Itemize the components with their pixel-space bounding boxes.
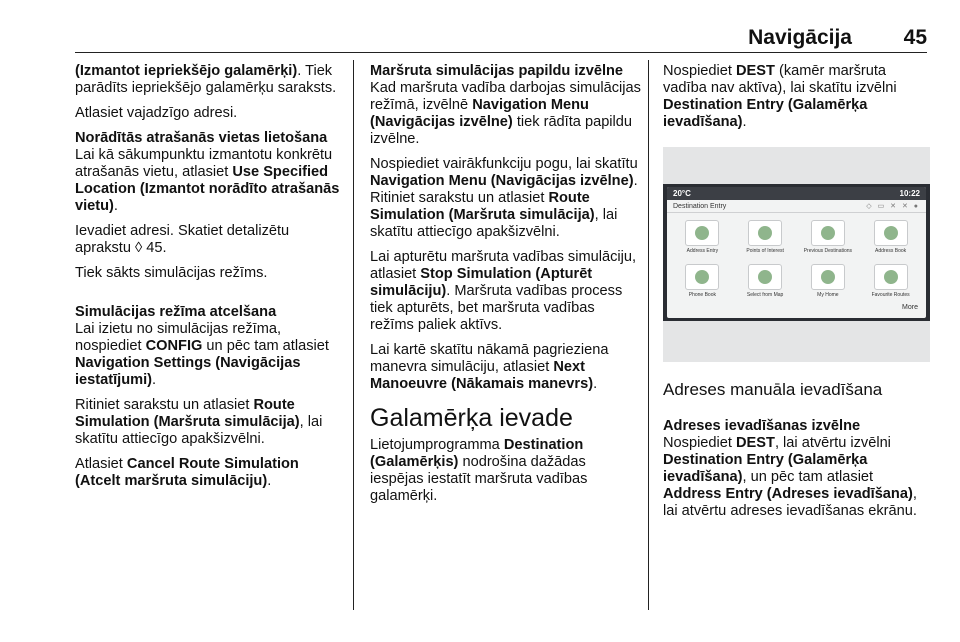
paragraph — [663, 63, 933, 131]
paragraph — [75, 63, 347, 97]
paragraph — [370, 80, 642, 148]
page-header — [75, 10, 927, 50]
screen-illustration — [663, 147, 930, 362]
page-number: 45 — [903, 26, 927, 49]
text: . — [593, 376, 598, 392]
text: Atlasiet — [75, 456, 127, 472]
text: , lai atvērtu adreses ievadīšanas ekrānu. — [663, 486, 917, 519]
tile-select-from-map[interactable] — [738, 262, 793, 302]
tile-label: Select from Map — [746, 292, 784, 298]
section-heading: Galamērķa ievade — [370, 404, 573, 432]
paragraph: Ievadiet adresi. Skatiet detalizētu aprakstu ◊ 45. — [75, 223, 290, 256]
text: Lietojumprogramma — [370, 437, 504, 453]
bold-term: Address Entry (Adreses ievadīšana) — [663, 486, 913, 502]
subheading-text: Simulācijas režīma atcelšana — [75, 304, 277, 320]
text: , lai skatītu attiecīgo apakšizvēlni. — [75, 414, 323, 447]
screen-title: Destination Entry — [673, 203, 727, 210]
bold-term: Route Simulation (Maršruta simulācija) — [370, 190, 595, 223]
paragraph — [370, 156, 642, 241]
column-left — [75, 63, 347, 498]
text: , un pēc tam atlasiet — [742, 469, 874, 485]
text: Lai apturētu maršruta vadības simulāciju, atlasiet — [370, 249, 637, 282]
paragraph: Atlasiet vajadzīgo adresi. — [75, 105, 238, 121]
address-entry-icon — [685, 220, 719, 246]
text: Lai izietu no simulācijas režīma, nospiediet — [75, 321, 282, 354]
tile-phone-book[interactable] — [675, 262, 730, 302]
tile-my-home[interactable] — [801, 262, 856, 302]
tile-favourite-routes[interactable] — [863, 262, 918, 302]
paragraph — [75, 456, 347, 490]
text: Nospiediet — [663, 435, 737, 451]
bold-term: Navigation Menu (Navigācijas izvēlne) — [370, 173, 634, 189]
text: Lai kartē skatītu nākamā pagrieziena manevra simulāciju, atlasiet — [370, 342, 609, 375]
text: Nospiediet vairākfunkciju pogu, lai skatītu — [370, 156, 638, 172]
tile-label: Address Book — [875, 248, 907, 254]
display-screen — [667, 187, 926, 318]
subheading-text: Adreses ievadīšanas izvēlne — [663, 418, 861, 434]
bold-term: Use Specified Location (Izmantot norādīto atrašanās vietu) — [75, 164, 340, 214]
bold-term: Next Manoeuvre (Nākamais manevrs) — [370, 359, 594, 392]
tile-label: My Home — [817, 292, 839, 298]
text: , lai skatītu attiecīgo apakšizvēlni. — [370, 207, 618, 240]
text: Nospiediet — [663, 63, 737, 79]
previous-destinations-icon — [811, 220, 845, 246]
subheading — [663, 418, 933, 435]
status-bar — [667, 187, 926, 200]
bold-term: (Izmantot iepriekšējo galamērķi) — [75, 63, 298, 79]
paragraph — [75, 321, 347, 389]
text: (kamēr maršruta vadība nav aktīva), lai skatītu izvēlni — [663, 63, 897, 96]
points-of-interest-icon — [748, 220, 782, 246]
paragraph — [370, 437, 642, 505]
paragraph — [370, 249, 642, 334]
paragraph — [75, 397, 347, 448]
favourite-routes-icon — [874, 264, 908, 290]
subheading — [370, 63, 642, 80]
tile-address-entry[interactable] — [675, 218, 730, 258]
bold-term: Route Simulation (Maršruta simulācija) — [75, 397, 300, 430]
tile-previous-destinations[interactable] — [801, 218, 856, 258]
text: . Ritiniet sarakstu un atlasiet — [370, 173, 638, 206]
section-title: Navigācija — [748, 26, 852, 49]
bold-term: Destination (Galamērķis) — [370, 437, 584, 470]
map-icon — [748, 264, 782, 290]
text: . — [267, 473, 272, 489]
column-divider-1 — [353, 60, 354, 610]
subheading — [75, 130, 347, 147]
bold-term: Destination Entry (Galamērķa ievadīšana) — [663, 97, 868, 130]
paragraph — [370, 342, 642, 393]
text: . Maršruta vadības process tiek apturēts, bet maršruta vadības režīms paliek aktīvs. — [370, 283, 623, 333]
text: . — [742, 114, 747, 130]
more-button[interactable]: More — [902, 304, 918, 311]
spacer — [75, 290, 347, 304]
column-right — [663, 63, 933, 528]
clock: 10:22 — [899, 189, 920, 198]
tile-label: Phone Book — [688, 292, 716, 298]
bold-term: Destination Entry (Galamērķa ievadīšana) — [663, 452, 868, 485]
text: un pēc tam atlasiet — [202, 338, 329, 354]
text: . — [152, 372, 157, 388]
column-middle — [370, 63, 642, 513]
display-bezel — [663, 184, 930, 321]
paragraph — [663, 435, 933, 520]
subheading-text: Maršruta simulācijas papildu izvēlne — [370, 63, 624, 79]
text: nodrošina dažādas iespējas iestatīt maršruta vadības galamērķi. — [370, 454, 588, 504]
bold-term: DEST — [736, 63, 775, 79]
temperature: 20°C — [673, 189, 691, 198]
bold-term: DEST — [736, 435, 775, 451]
bold-term: Navigation Settings (Navigācijas iestatījumi) — [75, 355, 301, 388]
bold-term: CONFIG — [145, 338, 203, 354]
text: tiek rādīta papildu izvēlne. — [370, 114, 633, 147]
screen-title-bar — [667, 200, 926, 213]
bold-term: Navigation Menu (Navigācijas izvēlne) — [370, 97, 589, 130]
tile-label: Previous Destinations — [803, 248, 853, 254]
destination-tile-grid — [675, 218, 918, 302]
address-book-icon — [874, 220, 908, 246]
tile-address-book[interactable] — [863, 218, 918, 258]
paragraph: Tiek sākts simulācijas režīms. — [75, 265, 268, 281]
tile-label: Favourite Routes — [871, 292, 910, 298]
bold-term: Cancel Route Simulation (Atcelt maršruta simulāciju) — [75, 456, 299, 489]
text: Kad maršruta vadība darbojas simulācijas režīmā, izvēlnē — [370, 80, 641, 113]
column-divider-2 — [648, 60, 649, 610]
text: . Tiek parādīts iepriekšējo galamērķu saraksts. — [75, 63, 337, 96]
section-heading: Adreses manuāla ievadīšana — [663, 380, 883, 399]
status-icons: ◇ ▭ ✕ ✕ ● — [866, 203, 920, 210]
text: , lai atvērtu izvēlni — [774, 435, 891, 451]
subheading — [75, 304, 347, 321]
header-rule — [75, 52, 927, 53]
paragraph — [75, 147, 347, 215]
tile-label: Points of Interest — [746, 248, 784, 254]
tile-points-of-interest[interactable] — [738, 218, 793, 258]
text: Lai kā sākumpunktu izmantotu konkrētu atrašanās vietu, atlasiet — [75, 147, 333, 180]
text: Ritiniet sarakstu un atlasiet — [75, 397, 254, 413]
text: . — [113, 198, 118, 214]
home-icon — [811, 264, 845, 290]
phone-book-icon — [685, 264, 719, 290]
tile-label: Address Entry — [686, 248, 719, 254]
subheading-text: Norādītās atrašanās vietas lietošana — [75, 130, 328, 146]
bold-term: Stop Simulation (Apturēt simulāciju) — [370, 266, 593, 299]
